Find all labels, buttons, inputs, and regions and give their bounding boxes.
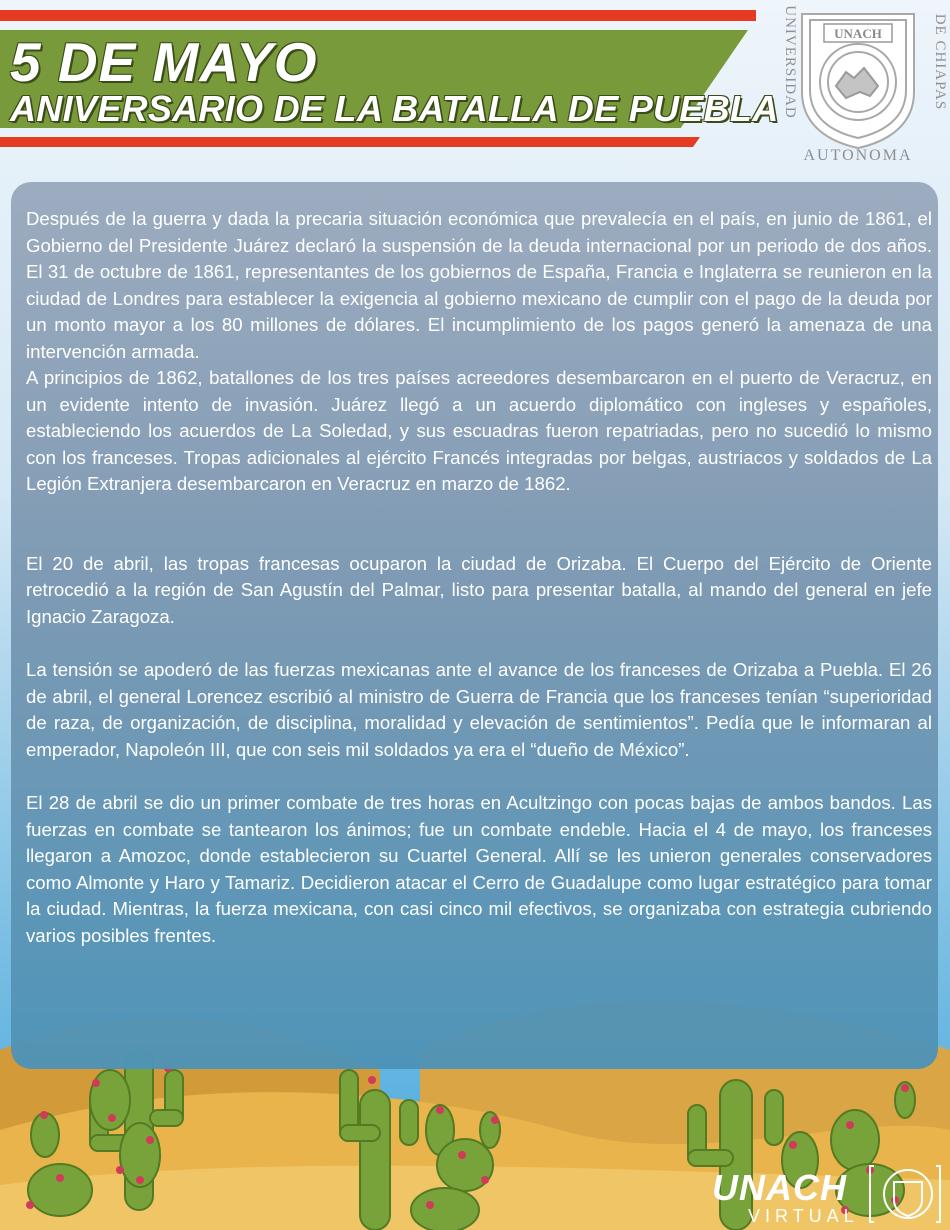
page-title: 5 DE MAYO xyxy=(10,31,318,93)
page-subtitle: ANIVERSARIO DE LA BATALLA DE PUEBLA xyxy=(10,88,779,129)
paragraph: La tensión se apoderó de las fuerzas mexicanas ante el avance de los franceses de Orizaba a Puebla. El 26 de abril, el general Lorencez escribió al ministro de Guerra de Francia que los franceses tenían “superioridad de raza, de organización, de disciplina, moralidad y elevación de sentimientos”. Pedía que le informaran al emperador, Napoleón III, que con seis mil soldados ya era el “dueño de México”. xyxy=(26,659,932,760)
paragraph: A principios de 1862, batallones de los tres países acreedores desembarcaron en el puerto de Veracruz, en un evidente intento de invasión. Juárez llegó a un acuerdo diplomático con ingleses y españoles, estableciendo los acuerdos de La Soledad, y sus escuadras fueron repatriadas, pero no sucedió lo mismo con los franceses. Tropas adicionales al ejército Francés integradas por belgas, austriacos y soldados de La Legión Extranjera desembarcaron en Veracruz en marzo de 1862. xyxy=(26,367,932,494)
article-body xyxy=(26,206,932,949)
logo-seal-icon xyxy=(884,1170,932,1218)
seal-right-text: DE CHIAPAS xyxy=(932,13,948,111)
logo-brand-text: UNACH xyxy=(712,1167,847,1208)
logo-sub-text: VIRTUAL xyxy=(748,1206,859,1226)
seal-left-text: UNIVERSIDAD xyxy=(782,5,798,119)
seal-shield-text: UNACH xyxy=(834,26,882,41)
top-red-stripe xyxy=(0,10,756,21)
paragraph: El 20 de abril, las tropas francesas ocuparon la ciudad de Orizaba. El Cuerpo del Ejército de Oriente retrocedió a la región de San Agustín del Palmar, listo para presentar batalla, al mando del general en jefe Ignacio Zaragoza. xyxy=(26,552,932,627)
bottom-red-stripe xyxy=(0,137,700,147)
university-seal-icon xyxy=(766,0,950,172)
paragraph: El 28 de abril se dio un primer combate de tres horas en Acultzingo con pocas bajas de ambos bandos. Las fuerzas en combate se tantearon los ánimos; fue un combate endeble. Hacia el 4 de mayo, los franceses llegaron a Amozoc, donde establecieron su Cuartel General. Allí se les unieron generales conservadores como Almonte y Haro y Tamariz. Decidieron atacar el Cerro de Guadalupe como lugar estratégico para tomar la ciudad. Mientras, la fuerza mexicana, con casi cinco mil efectivos, se organizaba con estrategia cubriendo varios posibles frentes. xyxy=(26,792,932,946)
unach-virtual-logo xyxy=(708,1162,944,1226)
header-banner xyxy=(0,0,779,160)
seal-bottom-text: AUTONOMA xyxy=(803,147,913,164)
paragraph: Después de la guerra y dada la precaria situación económica que prevalecía en el país, en junio de 1861, el Gobierno del Presidente Juárez declaró la suspensión de la deuda internacional por un periodo de dos años. El 31 de octubre de 1861, representantes de los gobiernos de España, Francia e Inglaterra se reunieron en la ciudad de Londres para establecer la exigencia al gobierno mexicano de cumplir con el pago de la deuda por un monto mayor a los 80 millones de dólares. El incumplimiento de los pagos generó la amenaza de una intervención armada. xyxy=(26,208,932,362)
